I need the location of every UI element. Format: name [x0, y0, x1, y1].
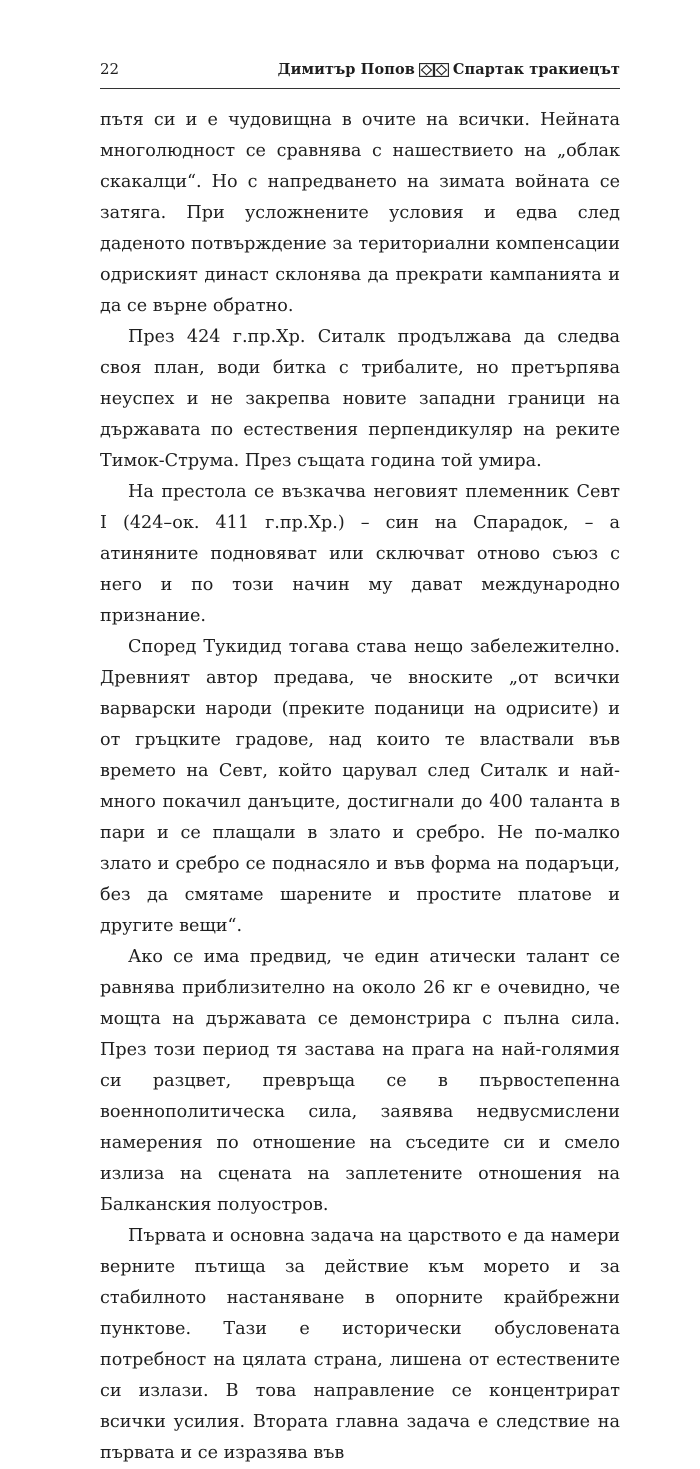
paragraph-1: пътя си и е чудовищна в очите на всички. Нейната многолюдност се сравнява с нашествието на „облак скакалци“. Но с напредването на зимата войната се затяга. При усложнените условия и едва след даденото потвърждение за териториални компенсации одриският династ склонява да прекрати кампанията и да се върне обратно.	[100, 110, 620, 316]
paragraph-6: Първата и основна задача на царството е да намери верните пътища за действие към морето и за стабилното настаняване в опорните крайбрежни пунктове. Тази е исторически обусловената потребност на цялата страна, лишена от естествените си излази. В това направление се концентрират всички усилия. Втората главна задача е следствие на първата и се изразява във	[100, 1226, 620, 1463]
paragraph-4: Според Тукидид тогава става нещо забележително. Древният автор предава, че вноските „от всички варварски народи (преките поданици на одрисите) и от гръцките градове, над които те властвали във времето на Севт, който царувал след Ситалк и най-много покачил данъците, достигнали до 400 таланта в пари и се плащали в злато и сребро. Не по-малко злато и сребро се поднасяло и във форма на подаръци, без да смятаме шарените и простите платове и другите вещи“.	[100, 637, 620, 936]
paragraph-3: На престола се възкачва неговият племенник Севт I (424–ок. 411 г.пр.Хр.) – син на Спарадок, – а атиняните подновяват или сключват отново съюз с него и по този начин му дават международно признание.	[100, 482, 620, 626]
body-text	[100, 105, 620, 1469]
double-diamond-ornament-icon	[419, 63, 449, 77]
paragraph-2: През 424 г.пр.Хр. Ситалк продължава да следва своя план, води битка с трибалите, но претърпява неуспех и не закрепва новите западни граници на държавата по естествения перпендикуляр на реките Тимок-Струма. През същата година той умира.	[100, 327, 620, 471]
book-page	[100, 58, 620, 1469]
running-head	[100, 58, 620, 80]
author-name: Димитър Попов	[277, 61, 415, 78]
header-rule	[100, 88, 620, 89]
running-head-right	[278, 59, 620, 81]
paragraph-5: Ако се има предвид, че един атически талант се равнява приблизително на около 26 кг е очевидно, че мощта на държавата се демонстрира с пълна сила. През този период тя застава на прага на най-голямия си разцвет, превръща се в първостепенна военнополитическа сила, заявява недвусмислени намерения по отношение на съседите си и смело излиза на сцената на заплетените отношения на Балканския полуостров.	[100, 947, 620, 1215]
book-title: Спартак тракиецът	[452, 61, 620, 78]
page-number: 22	[100, 60, 120, 78]
